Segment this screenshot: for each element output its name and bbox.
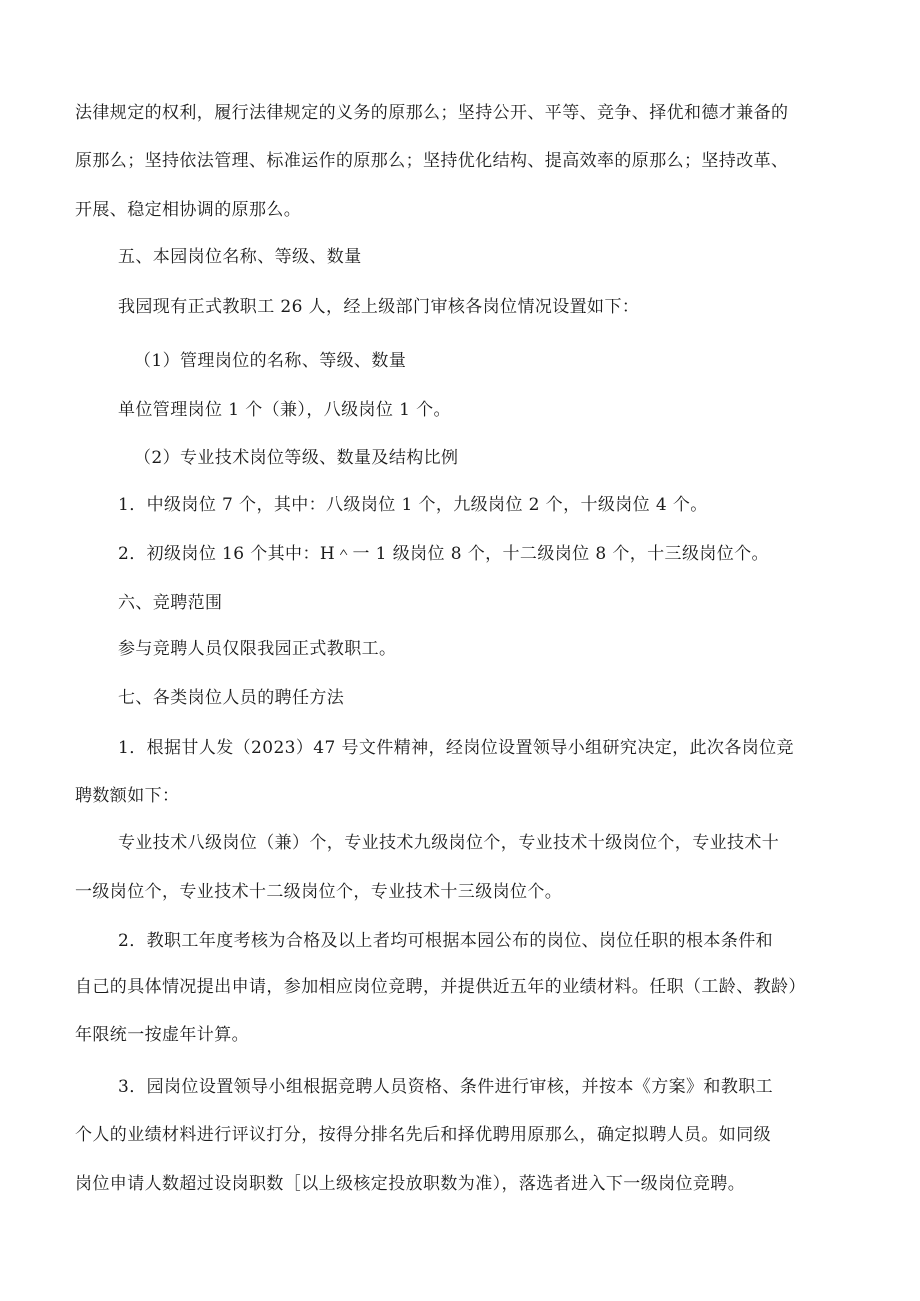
text-line-14: 1．根据甘人发（2023）47 号文件精神，经岗位设置领导小组研究决定，此次各岗位竞 <box>118 738 794 758</box>
text-line-22: 个人的业绩材料进行评议打分，按得分排名先后和择优聘用原那么，确定拟聘人员。如同级 <box>75 1125 771 1145</box>
subheading-1: （1）管理岗位的名称、等级、数量 <box>134 351 407 371</box>
text-line-19: 自己的具体情况提出申请，参加相应岗位竞聘，并提供近五年的业绩材料。任职（工龄、教龄） <box>75 977 806 997</box>
text-line-23: 岗位申请人数超过设岗职数［以上级核定投放职数为准），落选者进入下一级岗位竞聘。 <box>75 1174 746 1194</box>
text-line-12: 参与竞聘人员仅限我园正式教职工。 <box>118 639 397 659</box>
text-line-2: 原那么；坚持依法管理、标准运作的原那么；坚持优化结构、提高效率的原那么；坚持改革、 <box>75 151 789 171</box>
section-heading-7: 七、各类岗位人员的聘任方法 <box>118 688 345 708</box>
text-line-21: 3．园岗位设置领导小组根据竞聘人员资格、条件进行审核，并按本《方案》和教职工 <box>118 1077 774 1097</box>
text-line-15: 聘数额如下： <box>75 786 180 806</box>
text-line-20: 年限统一按虚年计算。 <box>75 1025 249 1045</box>
section-heading-6: 六、竞聘范围 <box>118 593 223 613</box>
text-line-7: 单位管理岗位 1 个（兼），八级岗位 1 个。 <box>118 400 451 420</box>
list-item-2: 2．初级岗位 16 个其中：H＾一 1 级岗位 8 个，十二级岗位 8 个，十三级岗位个。 <box>118 544 769 564</box>
section-heading-5: 五、本园岗位名称、等级、数量 <box>118 247 362 267</box>
text-line-17: 一级岗位个，专业技术十二级岗位个，专业技术十三级岗位个。 <box>75 882 563 902</box>
subheading-2: （2）专业技术岗位等级、数量及结构比例 <box>134 448 459 468</box>
text-line-16: 专业技术八级岗位（兼）个，专业技术九级岗位个，专业技术十级岗位个，专业技术十 <box>118 833 780 853</box>
text-line-1: 法律规定的权利，履行法律规定的义务的原那么；坚持公开、平等、竞争、择优和德才兼备的 <box>75 103 789 123</box>
text-line-18: 2．教职工年度考核为合格及以上者均可根据本园公布的岗位、岗位任职的根本条件和 <box>118 931 774 951</box>
list-item-1: 1．中级岗位 7 个，其中：八级岗位 1 个，九级岗位 2 个，十级岗位 4 个。 <box>118 495 708 515</box>
text-line-5: 我园现有正式教职工 26 人，经上级部门审核各岗位情况设置如下： <box>118 297 640 317</box>
text-line-3: 开展、稳定相协调的原那么。 <box>75 200 302 220</box>
